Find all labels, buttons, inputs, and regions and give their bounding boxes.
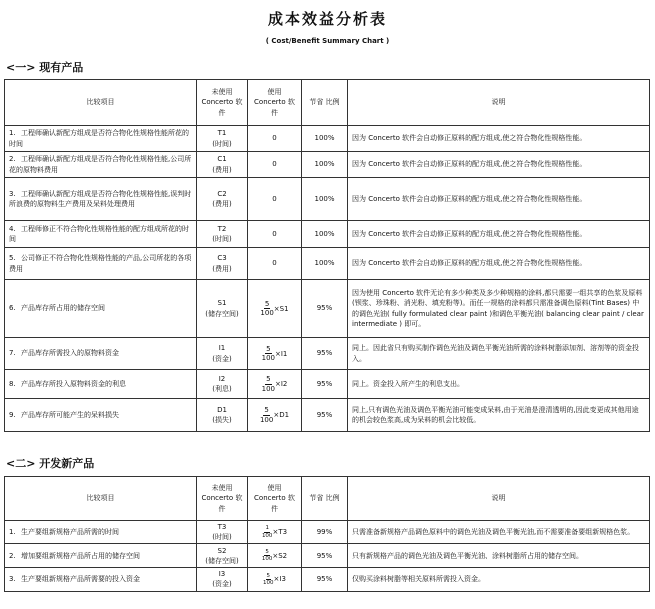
row-without [197,544,248,568]
row-note: 因为使用 Concerto 软件无论有多少种类及多少种规格的涂料,都只需要一组共享的色浆及原料(钡浆、珍珠粉、消光粉、填充粉等)。而任一规格的涂料都只需准备调色原料(Tint Bases) 中的调色光油( fully formulated clear paint )和调色平衡光油( balancing clear paint / clear intermediate ) 即可。 [348,280,650,338]
section1-heading: <一> 现有产品 [6,61,84,74]
formula-variable: I1 [280,349,288,358]
fraction [263,573,274,587]
row-with [248,399,302,432]
row-saving: 95% [302,399,348,432]
row-symbol: D1 [217,405,227,414]
fraction [262,345,275,362]
table-row [5,178,650,221]
row-number: 2. [9,155,16,164]
formula-variable: I3 [279,575,286,584]
table-row [5,280,650,338]
header-with: 使用 Concerto 软件 [248,477,302,521]
fraction-denominator: 100 [263,579,274,586]
row-without [197,126,248,152]
row-symbol: S1 [217,299,227,308]
row-item [5,544,197,568]
row-formula [261,375,288,393]
row-with [248,280,302,338]
row-note: 因为 Concerto 软件会自动修正原料的配方组成,使之符合物化性规格性能。 [348,152,650,178]
row-symbol-unit: (时间) [212,139,232,148]
header-item: 比较项目 [5,80,197,126]
row-without [197,568,248,591]
fraction-denominator: 100 [260,309,274,317]
fraction-denominator: 100 [261,384,275,393]
page-subtitle: ( Cost/Benefit Summary Chart ) [265,37,390,45]
row-with-value: 0 [272,160,277,169]
row-item-text: 工程师确认新配方组成是否符合物化性规格性能,误判时所浪费的原物料生产费用及呆料处理费用 [9,189,192,208]
row-saving: 100% [302,152,348,178]
fraction-numerator: 5 [266,375,271,384]
times-sign: × [273,575,280,584]
table-row [5,399,650,432]
row-note: 只有新规格产品的调色光油及调色平衡光油、涂料树脂所占用的储存空间。 [348,544,650,568]
fraction-numerator: 1 [265,525,269,532]
formula-variable: T3 [278,528,288,537]
row-note: 只需准备新规格产品调色原料中的调色光油及调色平衡光油,而不需要准备要组新规格色浆。 [348,521,650,544]
row-note: 同上。资金投入所产生的利息支出。 [348,370,650,399]
fraction [262,549,273,563]
row-number: 2. [9,551,16,560]
fraction-denominator: 100 [261,532,273,539]
row-item [5,248,197,280]
row-note: 因为 Concerto 软件会自动修正原料的配方组成,使之符合物化性规格性能。 [348,221,650,248]
row-saving: 95% [302,338,348,370]
row-formula [260,299,289,317]
fraction-numerator: 5 [264,406,269,415]
row-symbol-unit: (储存空间) [205,556,239,565]
row-item [5,126,197,152]
row-item-text: 产品库存所占用的储存空间 [21,304,105,313]
fraction [260,406,273,423]
row-with [248,370,302,399]
row-with [248,521,302,544]
row-without [197,152,248,178]
row-saving: 95% [302,370,348,399]
row-with [248,126,302,152]
header-note: 说明 [348,80,650,126]
row-symbol: I3 [218,570,226,579]
row-without [197,178,248,221]
table-row [5,126,650,152]
row-with [248,248,302,280]
fraction-denominator: 100 [261,354,275,362]
table-row [5,544,650,568]
header-saving: 节省 比例 [302,477,348,521]
row-symbol: I1 [218,344,226,353]
header-without: 未使用 Concerto 软件 [197,80,248,126]
row-item [5,280,197,338]
new-products-table [4,476,650,592]
row-with-value: 0 [272,259,277,268]
row-item-text: 产品库存所投入原物料资金的利息 [21,379,126,388]
row-item [5,521,197,544]
row-symbol: T1 [217,129,227,138]
row-saving: 100% [302,221,348,248]
row-item-text: 工程师修正不符合物化性规格性能的配方组成所花的时间 [9,224,189,243]
page-title: 成本效益分析表 [267,10,387,28]
row-number: 7. [9,349,16,358]
row-with [248,568,302,591]
header-saving: 节省 比例 [302,80,348,126]
section2-heading: <二> 开发新产品 [6,457,95,470]
row-item [5,370,197,399]
row-item-text: 工程师确认新配方组成是否符合物化性规格性能所花的时间 [9,129,189,148]
row-item [5,178,197,221]
table-row [5,568,650,591]
table-row [5,338,650,370]
row-item [5,399,197,432]
fraction-numerator: 5 [266,344,271,353]
row-note: 仅购买涂料树脂等相关原料所需投入资金。 [348,568,650,591]
row-symbol-unit: (时间) [212,533,232,542]
row-symbol: C3 [217,254,227,263]
table-row [5,152,650,178]
row-number: 1. [9,528,16,537]
row-symbol: C2 [217,189,227,198]
row-symbol-unit: (资金) [212,354,232,363]
row-without [197,370,248,399]
row-number: 9. [9,410,16,419]
header-with: 使用 Concerto 软件 [248,80,302,126]
row-with-value: 0 [272,194,277,203]
fraction-numerator: 5 [266,572,271,579]
row-with [248,221,302,248]
row-number: 5. [9,254,16,263]
row-saving: 100% [302,178,348,221]
table-row [5,221,650,248]
row-symbol: S2 [217,546,227,555]
row-symbol: T3 [217,523,227,531]
row-saving: 95% [302,568,348,591]
fraction-numerator: 5 [265,548,269,555]
row-formula [263,572,286,586]
fraction-denominator: 100 [259,415,274,424]
row-item [5,152,197,178]
formula-variable: S2 [278,551,288,560]
row-number: 1. [9,129,16,138]
row-without [197,399,248,432]
row-without [197,221,248,248]
row-number: 3. [9,575,16,584]
row-note: 因为 Concerto 软件会自动修正原料的配方组成,使之符合物化性规格性能。 [348,178,650,221]
row-formula [261,344,288,362]
row-item-text: 公司修正不符合物化性规格性能的产品,公司所花的各项费用 [9,254,192,273]
row-with-value: 0 [272,134,277,143]
row-symbol-unit: (资金) [212,580,232,589]
row-number: 8. [9,379,16,388]
row-saving: 100% [302,126,348,152]
times-sign: × [274,349,281,358]
times-sign: × [273,304,280,313]
table-row [5,370,650,399]
row-item-text: 增加要组新规格产品所占用的储存空间 [21,551,140,560]
fraction [260,300,273,317]
table-row [5,248,650,280]
row-symbol: I2 [218,374,226,383]
row-symbol: T2 [217,224,227,233]
row-saving: 100% [302,248,348,280]
row-saving: 99% [302,521,348,544]
row-saving: 95% [302,544,348,568]
times-sign: × [272,528,279,537]
existing-products-table [4,79,650,432]
row-note: 因为 Concerto 软件会自动修正原料的配方组成,使之符合物化性规格性能。 [348,248,650,280]
row-symbol-unit: (费用) [212,264,232,273]
row-formula [259,406,290,424]
row-without [197,280,248,338]
row-symbol-unit: (时间) [212,235,232,243]
row-formula [261,548,288,563]
row-item-text: 产品库存所可能产生的呆料损失 [21,410,119,419]
row-without [197,248,248,280]
row-symbol-unit: (费用) [212,200,232,208]
row-symbol-unit: (损失) [212,416,232,424]
row-number: 6. [9,304,16,313]
table-header-row [5,80,650,126]
row-saving: 95% [302,280,348,338]
row-note: 因为 Concerto 软件会自动修正原料的配方组成,使之符合物化性规格性能。 [348,126,650,152]
fraction [262,525,273,539]
row-note: 同上,只有调色光油及调色平衡光油可能变成呆料,由于光油是澄清透明的,因此变更成其他用途的机会较色浆高,成为呆料的机会比较低。 [348,399,650,432]
header-without: 未使用 Concerto 软件 [197,477,248,521]
row-symbol-unit: (费用) [212,165,232,174]
row-with [248,152,302,178]
times-sign: × [274,380,281,388]
row-number: 4. [9,224,16,233]
row-symbol-unit: (储存空间) [205,309,239,318]
row-item-text: 工程师确认新配方组成是否符合物化性规格性能,公司所花的原物料费用 [9,155,192,174]
row-item-text: 产品库存所需投入的原物料资金 [21,349,119,358]
row-number: 3. [9,189,16,198]
fraction-numerator: 5 [264,299,270,308]
header-item: 比较项目 [5,477,197,521]
row-item [5,568,197,591]
row-without [197,521,248,544]
row-without [197,338,248,370]
row-item-text: 生产要组新规格产品所需要的投入资金 [21,575,140,584]
formula-variable: I2 [280,380,288,388]
formula-variable: D1 [279,411,290,419]
times-sign: × [272,551,279,560]
times-sign: × [273,411,280,419]
row-note: 同上。因此省只有购买制作调色光油及调色平衡光油所需的涂料树脂添加剂、溶剂等的资金投入。 [348,338,650,370]
row-with-value: 0 [272,229,277,238]
table-row [5,521,650,544]
row-item [5,338,197,370]
header-note: 说明 [348,477,650,521]
row-item [5,221,197,248]
row-with [248,544,302,568]
row-with [248,338,302,370]
row-symbol-unit: (利息) [212,385,232,393]
row-formula [261,525,288,539]
row-symbol: C1 [217,155,227,164]
fraction-denominator: 100 [261,556,273,563]
formula-variable: S1 [279,304,289,313]
row-with [248,178,302,221]
table-header-row [5,477,650,521]
row-item-text: 生产要组新规格产品所需的时间 [21,528,119,537]
fraction [262,375,275,392]
